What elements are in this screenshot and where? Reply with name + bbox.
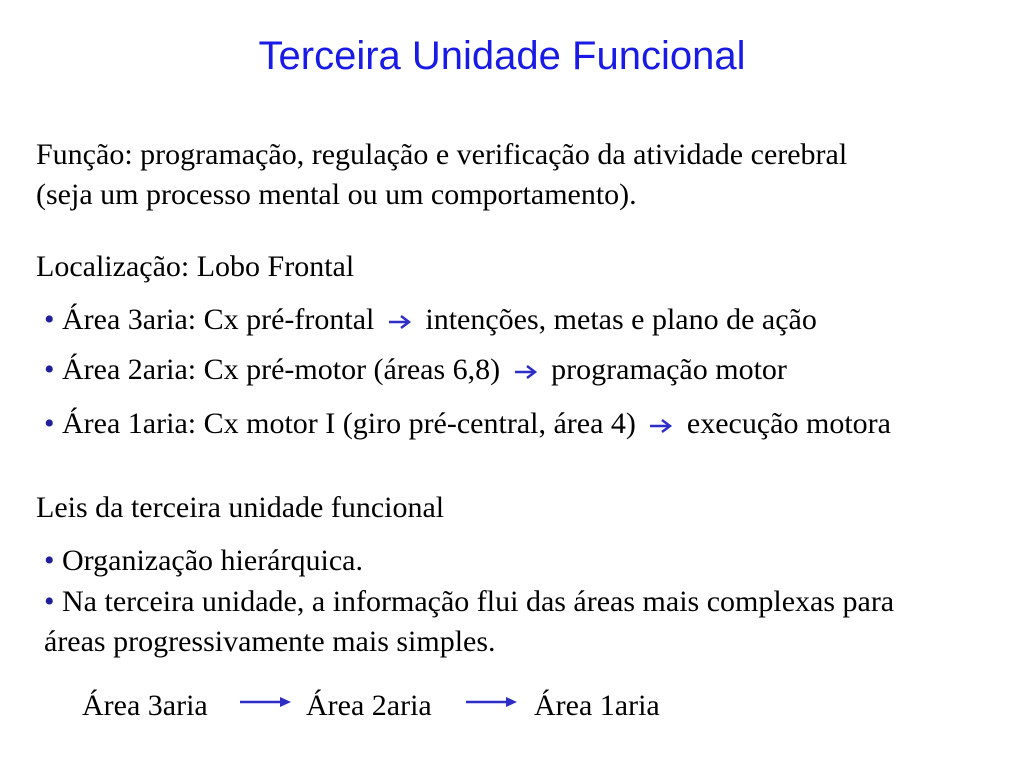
area-label: Área 3aria: Cx pré-frontal [62, 303, 375, 336]
bullet: • [44, 544, 55, 577]
area-result: execução motora [686, 407, 891, 440]
law-item-hierarchy [44, 543, 363, 579]
flow-step-1aria: Área 1aria [534, 689, 660, 722]
bullet: • [44, 303, 55, 336]
arrow-right-icon [514, 364, 540, 380]
bullet: • [44, 585, 55, 618]
laws-heading: Leis da terceira unidade funcional [36, 491, 445, 524]
arrow-right-icon [388, 314, 414, 330]
area-item-1aria [44, 406, 891, 442]
law-continuation: áreas progressivamente mais simples. [44, 625, 496, 658]
area-result: programação motor [551, 353, 787, 386]
area-item-3aria [44, 302, 817, 338]
bullet: • [44, 407, 55, 440]
long-arrow-right-icon [240, 695, 292, 709]
area-label: Área 1aria: Cx motor I (giro pré-central, área 4) [62, 407, 636, 440]
area-label: Área 2aria: Cx pré-motor (áreas 6,8) [62, 353, 501, 386]
function-line-1: Função: programação, regulação e verificação da atividade cerebral [36, 138, 848, 171]
location-line: Localização: Lobo Frontal [36, 250, 355, 283]
function-line-2: (seja um processo mental ou um comportamento). [36, 178, 637, 211]
long-arrow-right-icon [466, 695, 518, 709]
law-text: Organização hierárquica. [62, 544, 363, 577]
law-item-flow [44, 584, 894, 620]
flow-step-2aria: Área 2aria [306, 689, 432, 722]
arrow-right-icon [649, 418, 675, 434]
bullet: • [44, 353, 55, 386]
law-text: Na terceira unidade, a informação flui das áreas mais complexas para [62, 585, 895, 618]
area-result: intenções, metas e plano de ação [425, 303, 817, 336]
slide-title: Terceira Unidade Funcional [258, 34, 746, 78]
area-item-2aria [44, 352, 787, 388]
flow-step-3aria: Área 3aria [82, 689, 208, 722]
